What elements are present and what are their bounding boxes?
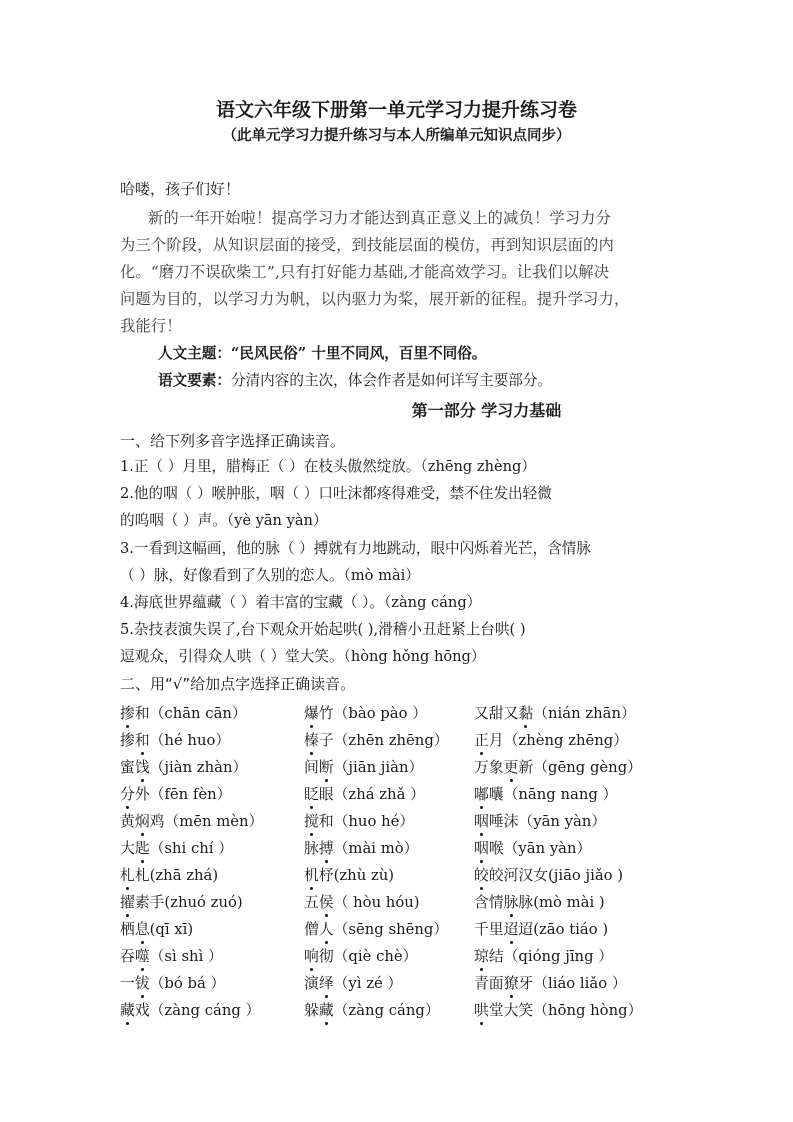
pinyin-item <box>304 783 425 804</box>
section2-heading: 二、用“√”给加点字选择正确读音。 <box>120 675 356 693</box>
dotted-character: 迢 <box>504 918 519 939</box>
intro-line: 为三个阶段，从知识层面的接受，到技能层面的模仿，再到知识层面的内 <box>120 236 614 254</box>
pinyin-item <box>474 891 605 912</box>
dotted-character: 脉 <box>504 891 519 912</box>
pinyin-item <box>304 810 414 831</box>
word-suffix-with-pinyin: （jiàn zhàn） <box>149 759 248 776</box>
dotted-character: 钹 <box>135 972 150 993</box>
pinyin-item <box>120 891 243 912</box>
question-line: 1.正（ ）月里，腊梅正（ ）在枝头傲然绽放。（zhēng zhèng） <box>120 458 536 475</box>
word-suffix-with-pinyin: (qī xī) <box>149 921 194 938</box>
theme-label: 人文主题： <box>158 345 231 362</box>
word-suffix-with-pinyin: 脉(mò mài ) <box>518 894 605 911</box>
dotted-character: 藏 <box>120 999 135 1020</box>
pinyin-item <box>474 729 628 750</box>
word-suffix-with-pinyin: 唾沫（yān yàn） <box>488 813 607 830</box>
intro-line: 新的一年开始啦！提高学习力才能达到真正意义上的减负！学习力分 <box>148 209 612 227</box>
word-prefix: 掺 <box>120 732 135 749</box>
word-suffix-with-pinyin: （nián zhān） <box>533 705 636 722</box>
pinyin-item <box>474 756 642 777</box>
pinyin-item <box>474 810 606 831</box>
word-prefix: 僧 <box>304 921 319 938</box>
word-suffix-with-pinyin: 彻（qiè chè） <box>318 948 418 965</box>
word-suffix-with-pinyin: 新（gēng gèng） <box>518 759 642 776</box>
dotted-character: 噬 <box>135 945 150 966</box>
dotted-character: 绎 <box>319 972 334 993</box>
question-line: 3.一看到这幅画，他的脉（ ）搏就有力地跳动，眼中闪烁着光芒，含情脉 <box>120 540 591 557</box>
pinyin-item <box>304 864 394 885</box>
pinyin-item <box>474 918 608 939</box>
dotted-character: 掺 <box>120 702 135 723</box>
pinyin-item <box>120 729 230 750</box>
page-title: 语文六年级下册第一单元学习力提升练习卷 <box>215 99 577 121</box>
word-prefix: 演 <box>304 975 319 992</box>
word-suffix-with-pinyin: 素手(zhuó zuó) <box>134 894 243 911</box>
element-line <box>158 372 718 390</box>
word-prefix: 脉 <box>304 840 319 857</box>
dotted-character: 獠 <box>504 972 519 993</box>
word-suffix-with-pinyin: （jiān jiàn） <box>333 759 424 776</box>
dotted-character: 琼 <box>474 945 489 966</box>
pinyin-item <box>304 945 417 966</box>
pinyin-item <box>304 702 427 723</box>
section1-heading: 一、给下列多音字选择正确读音。 <box>120 432 346 450</box>
word-suffix-with-pinyin: （sì shì ） <box>149 948 223 965</box>
theme-line <box>158 345 718 363</box>
word-prefix: 躲 <box>304 1002 319 1019</box>
word-prefix: 吞 <box>120 948 135 965</box>
word-suffix-with-pinyin: 鸡（mēn mèn） <box>149 813 264 830</box>
word-prefix: 蜜 <box>120 759 135 776</box>
pinyin-item <box>474 783 617 804</box>
question-line: 2.他的咽（ ）喉肿胀，咽（ ）口吐沫都疼得难受，禁不住发出轻微 <box>120 485 552 502</box>
dotted-character: 机 <box>304 864 319 885</box>
dotted-character: 札 <box>120 864 135 885</box>
word-prefix: 千里 <box>474 921 504 938</box>
dotted-character: 爆 <box>304 702 319 723</box>
dotted-character: 正 <box>474 729 489 750</box>
word-suffix-with-pinyin: 迢(zāo tiáo ) <box>518 921 609 938</box>
pinyin-item <box>304 756 423 777</box>
question-line: 4.海底世界蕴藏（ ）着丰富的宝藏（ ）。（zàng cáng） <box>120 594 482 611</box>
word-suffix-with-pinyin: 喉（yān yàn） <box>488 840 592 857</box>
pinyin-item <box>474 702 636 723</box>
intro-line: 我能行！ <box>120 317 182 335</box>
pinyin-item <box>474 999 642 1020</box>
word-suffix-with-pinyin: 杼(zhù zù) <box>318 867 395 884</box>
dotted-character: 嘟 <box>474 783 489 804</box>
question-line: （ ）脉，好像看到了久别的恋人。（mò mài） <box>120 567 420 584</box>
word-suffix-with-pinyin: 堂大笑（hōng hòng） <box>488 1002 643 1019</box>
word-suffix-with-pinyin: （ hòu hóu) <box>333 894 420 911</box>
pinyin-item <box>304 972 402 993</box>
pinyin-item <box>120 810 263 831</box>
word-suffix-with-pinyin: （shi chí ） <box>149 840 234 857</box>
dotted-character: 榛 <box>304 729 319 750</box>
dotted-character: 擢 <box>120 891 135 912</box>
pinyin-item <box>474 864 623 885</box>
greeting: 哈喽，孩子们好！ <box>120 180 241 198</box>
word-suffix-with-pinyin: 牙（liáo liǎo ） <box>518 975 627 992</box>
question-line: 的呜咽（ ）声。（yè yān yàn） <box>120 512 328 529</box>
pinyin-item <box>120 756 247 777</box>
word-suffix-with-pinyin: 月（zhèng zhēng） <box>488 732 629 749</box>
pinyin-item <box>120 918 193 939</box>
element-label: 语文要素： <box>158 372 231 389</box>
page-subtitle: （此单元学习力提升练习与本人所编单元知识点同步） <box>222 127 571 144</box>
word-prefix: 栖 <box>120 921 135 938</box>
intro-line: 化。“磨刀不误砍柴工”,只有打好能力基础,才能高效学习。让我们以解决 <box>120 263 610 281</box>
part-title: 第一部分 学习力基础 <box>411 401 562 420</box>
word-suffix-with-pinyin: 和（chān cān） <box>134 705 247 722</box>
dotted-character: 搏 <box>319 837 334 858</box>
word-suffix-with-pinyin: （mài mò） <box>333 840 419 857</box>
pinyin-item <box>304 729 449 750</box>
dotted-character: 搅 <box>304 810 319 831</box>
pinyin-item <box>474 972 627 993</box>
word-suffix-with-pinyin: 结（qióng jīng ） <box>488 948 614 965</box>
pinyin-item <box>304 891 420 912</box>
dotted-character: 息 <box>135 918 150 939</box>
dotted-character: 断 <box>319 756 334 777</box>
dotted-character: 黏 <box>518 702 533 723</box>
pinyin-item <box>304 918 448 939</box>
word-prefix: 一 <box>120 975 135 992</box>
pinyin-item <box>120 999 260 1020</box>
dotted-character: 侯 <box>319 891 334 912</box>
word-suffix-with-pinyin: （bó bá ） <box>149 975 226 992</box>
word-prefix: 又甜又 <box>474 705 519 722</box>
dotted-character: 藏 <box>319 999 334 1020</box>
question-line: 逗观众，引得众人哄（ ）堂大笑。（hòng hǒng hōng） <box>120 648 486 665</box>
word-prefix: 万象 <box>474 759 504 776</box>
dotted-character: 响 <box>304 945 319 966</box>
pinyin-item <box>120 783 231 804</box>
pinyin-item <box>304 837 418 858</box>
word-suffix-with-pinyin: 子（zhēn zhēng） <box>318 732 449 749</box>
word-suffix-with-pinyin: （hé huo） <box>149 732 231 749</box>
intro-line: 问题为目的，以学习力为帆，以内驱力为桨，展开新的征程。提升学习力， <box>120 290 630 308</box>
dotted-character: 匙 <box>135 837 150 858</box>
pinyin-item <box>120 837 233 858</box>
dotted-character: 和 <box>135 729 150 750</box>
word-suffix-with-pinyin: 皎河汉女(jiāo jiǎo ) <box>488 867 624 884</box>
word-suffix-with-pinyin: 眼（zhá zhǎ ） <box>318 786 425 803</box>
word-prefix: 五 <box>304 894 319 911</box>
pinyin-item <box>120 864 218 885</box>
word-suffix-with-pinyin: 戏（zàng cáng ） <box>134 1002 261 1019</box>
dotted-character: 皎 <box>474 864 489 885</box>
word-prefix: 大 <box>120 840 135 857</box>
pinyin-item <box>474 945 613 966</box>
dotted-character: 眨 <box>304 783 319 804</box>
dotted-character: 哄 <box>474 999 489 1020</box>
pinyin-item <box>474 837 591 858</box>
word-suffix-with-pinyin: 外（fēn fèn） <box>134 786 232 803</box>
word-suffix-with-pinyin: （yì zé ） <box>333 975 403 992</box>
pinyin-item <box>120 702 247 723</box>
word-prefix: 间 <box>304 759 319 776</box>
question-line: 5.杂技表演失误了,台下观众开始起哄( ),滑稽小丑赶紧上台哄( ) <box>120 621 526 638</box>
word-prefix: 含情 <box>474 894 504 911</box>
word-suffix-with-pinyin: 和（huo hé） <box>318 813 415 830</box>
dotted-character: 咽 <box>474 837 489 858</box>
dotted-character: 人 <box>319 918 334 939</box>
element-text: 分清内容的主次，体会作者是如何详写主要部分。 <box>230 372 553 389</box>
dotted-character: 焖 <box>135 810 150 831</box>
word-prefix: 黄 <box>120 813 135 830</box>
word-suffix-with-pinyin: 竹（bào pào ） <box>318 705 428 722</box>
dotted-character: 分 <box>120 783 135 804</box>
word-suffix-with-pinyin: （sēng shēng） <box>333 921 449 938</box>
theme-text: “民风民俗” 十里不同风，百里不同俗。 <box>230 345 487 362</box>
pinyin-item <box>120 945 223 966</box>
dotted-character: 更 <box>504 756 519 777</box>
word-prefix: 青面 <box>474 975 504 992</box>
pinyin-item <box>304 999 440 1020</box>
word-suffix-with-pinyin: 囔（nāng nang ） <box>488 786 618 803</box>
pinyin-item <box>120 972 225 993</box>
dotted-character: 咽 <box>474 810 489 831</box>
word-suffix-with-pinyin: （zàng cáng） <box>333 1002 440 1019</box>
word-suffix-with-pinyin: 札(zhā zhá) <box>134 867 219 884</box>
dotted-character: 饯 <box>135 756 150 777</box>
